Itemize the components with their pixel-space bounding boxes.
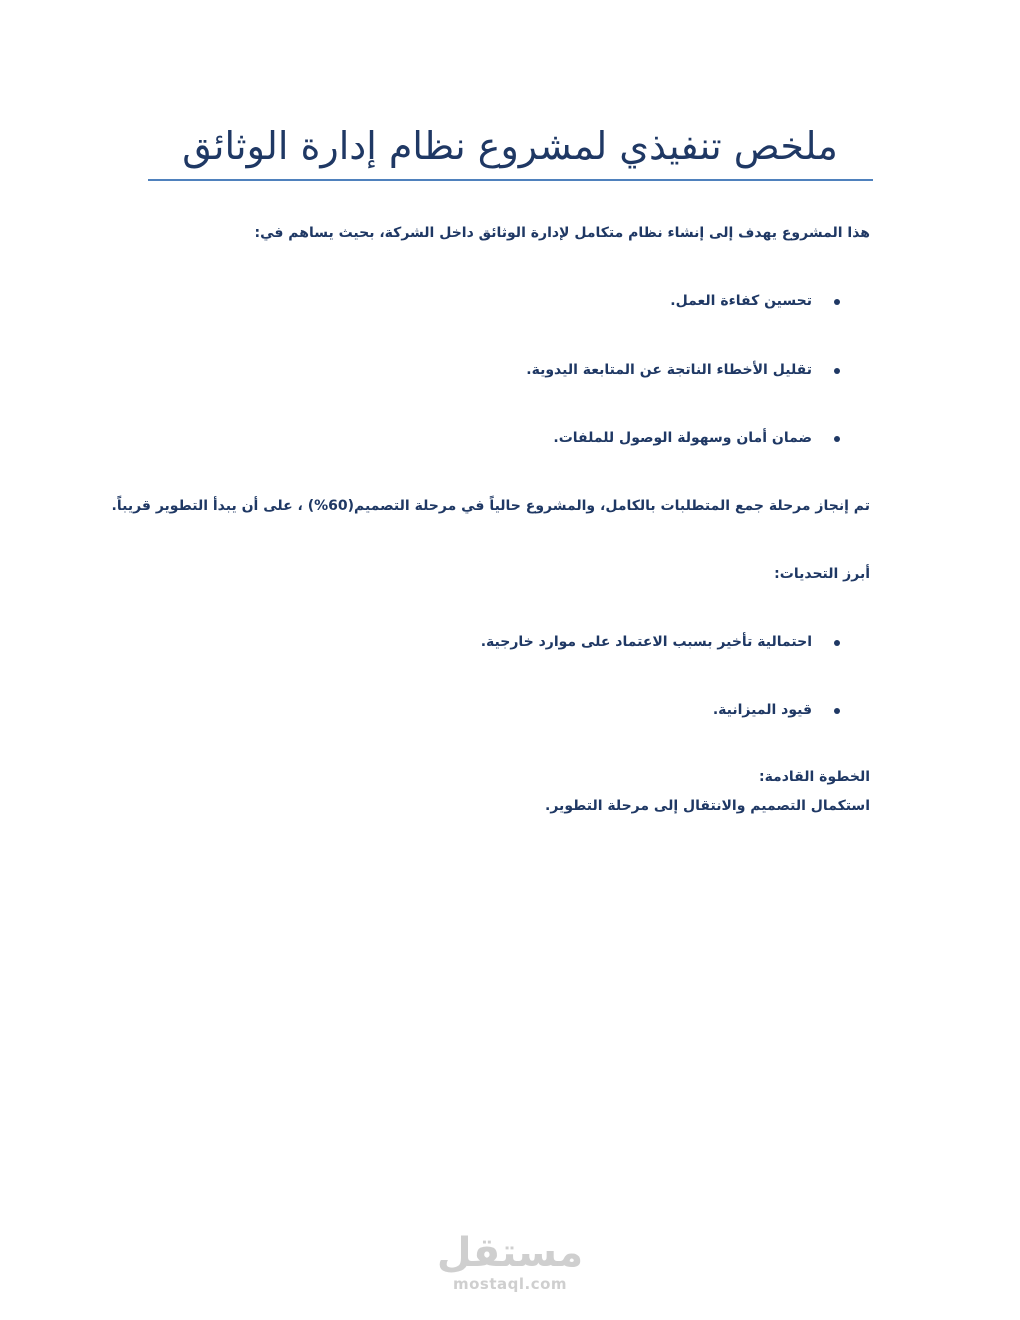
challenge-item [481, 632, 840, 652]
challenge-text: احتمالية تأخير بسبب الاعتماد على موارد خارجية. [480, 634, 812, 650]
status-paragraph: تم إنجاز مرحلة جمع المتطلبات بالكامل، والمشروع حالياً في مرحلة التصميم(60%) ، على أن يبدأ التطوير قريباً. [111, 498, 870, 514]
bullet-icon [834, 368, 840, 374]
goal-item [526, 360, 840, 380]
bullet-icon [834, 436, 840, 442]
goal-item [670, 291, 840, 311]
next-step-text: استكمال التصميم والانتقال إلى مرحلة التطوير. [545, 798, 870, 814]
mostaql-watermark [420, 1230, 600, 1292]
goal-text: تقليل الأخطاء الناتجة عن المتابعة اليدوية. [526, 362, 812, 378]
watermark-domain: mostaql.com [452, 1275, 568, 1293]
watermark-logo: مستقل [436, 1230, 584, 1276]
next-step-heading: الخطوة القادمة: [758, 769, 870, 785]
goal-item [553, 428, 840, 448]
challenges-heading: أبرز التحديات: [774, 566, 870, 582]
challenge-text: قيود الميزانية. [712, 702, 812, 718]
challenge-item [713, 700, 840, 720]
title-underline [148, 179, 873, 181]
goal-text: تحسين كفاءة العمل. [670, 293, 812, 309]
intro-paragraph: هذا المشروع يهدف إلى إنشاء نظام متكامل لإدارة الوثائق داخل الشركة، بحيث يساهم في: [254, 225, 870, 241]
document-title: ملخص تنفيذي لمشروع نظام إدارة الوثائق [182, 124, 838, 168]
bullet-icon [834, 640, 840, 646]
bullet-icon [834, 708, 840, 714]
goal-text: ضمان أمان وسهولة الوصول للملفات. [553, 430, 812, 446]
bullet-icon [834, 299, 840, 305]
